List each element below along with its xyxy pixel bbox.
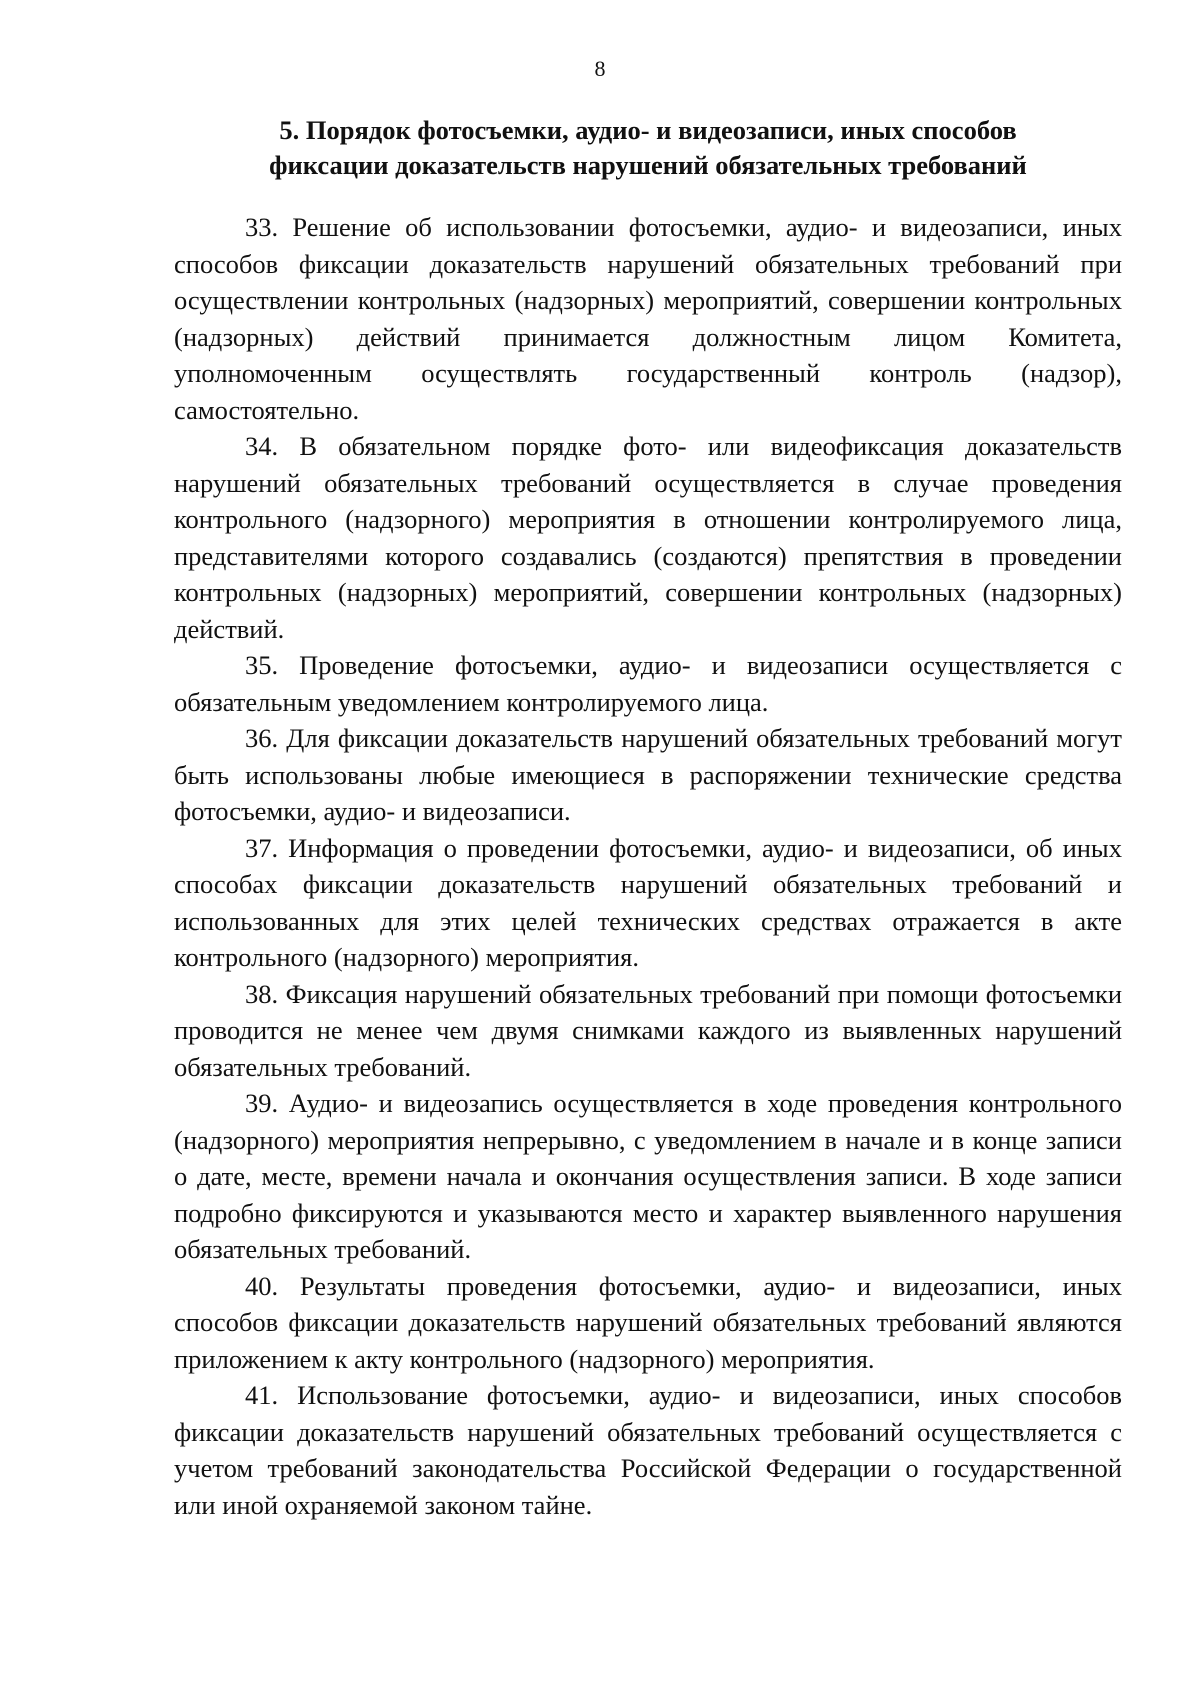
paragraph-33: 33. Решение об использовании фотосъемки, аудио- и видеозаписи, иных способов фиксации доказательств нарушений обязательных требований при осуществлении контрольных (надзорных) мероприятий, совершении контрольных (надзорных) действий принимается должностным лицом Комитета, уполномоченным осуществлять государственный контроль (надзор), самостоятельно. (174, 212, 1122, 425)
paragraph-38: 38. Фиксация нарушений обязательных требований при помощи фотосъемки проводится не менее чем двумя снимками каждого из выявленных нарушений обязательных требований. (174, 978, 1122, 1082)
paragraph-36: 36. Для фиксации доказательств нарушений обязательных требований могут быть использованы любые имеющиеся в распоряжении технические средства фотосъемки, аудио- и видеозаписи. (174, 723, 1122, 826)
paragraph-39: 39. Аудио- и видеозапись осуществляется в ходе проведения контрольного (надзорного) мероприятия непрерывно, с уведомлением в начале и в конце записи о дате, месте, времени начала и окончания осуществления записи. В ходе записи подробно фиксируются и указываются место и характер выявленного нарушения обязательных требований. (174, 1088, 1122, 1264)
paragraph-35: 35. Проведение фотосъемки, аудио- и видеозаписи осуществляется с обязательным уведомлением контролируемого лица. (174, 650, 1122, 717)
page-number: 8 (594, 56, 606, 81)
document-body (174, 209, 1122, 1523)
section-heading-line-1: 5. Порядок фотосъемки, аудио- и видеозаписи, иных способов (279, 115, 1017, 145)
section-heading-line-2: фиксации доказательств нарушений обязательных требований (269, 150, 1027, 180)
paragraph-37: 37. Информация о проведении фотосъемки, аудио- и видеозаписи, об иных способах фиксации доказательств нарушений обязательных требований и использованных для этих целей технических средствах отражается в акте контрольного (надзорного) мероприятия. (174, 832, 1122, 972)
paragraph-40: 40. Результаты проведения фотосъемки, аудио- и видеозаписи, иных способов фиксации доказательств нарушений обязательных требований являются приложением к акту контрольного (надзорного) мероприятия. (174, 1270, 1122, 1374)
section-heading (174, 113, 1122, 183)
paragraph-41: 41. Использование фотосъемки, аудио- и видеозаписи, иных способов фиксации доказательств нарушений обязательных требований осуществляется с учетом требований законодательства Российской Федерации о государственной или иной охраняемой законом тайне. (174, 1380, 1122, 1520)
paragraph-34: 34. В обязательном порядке фото- или видеофиксация доказательств нарушений обязательных требований осуществляется в случае проведения контрольного (надзорного) мероприятия в отношении контролируемого лица, представителями которого создавались (создаются) препятствия в проведении контрольных (надзорных) мероприятий, совершении контрольных (надзорных) действий. (174, 431, 1122, 644)
